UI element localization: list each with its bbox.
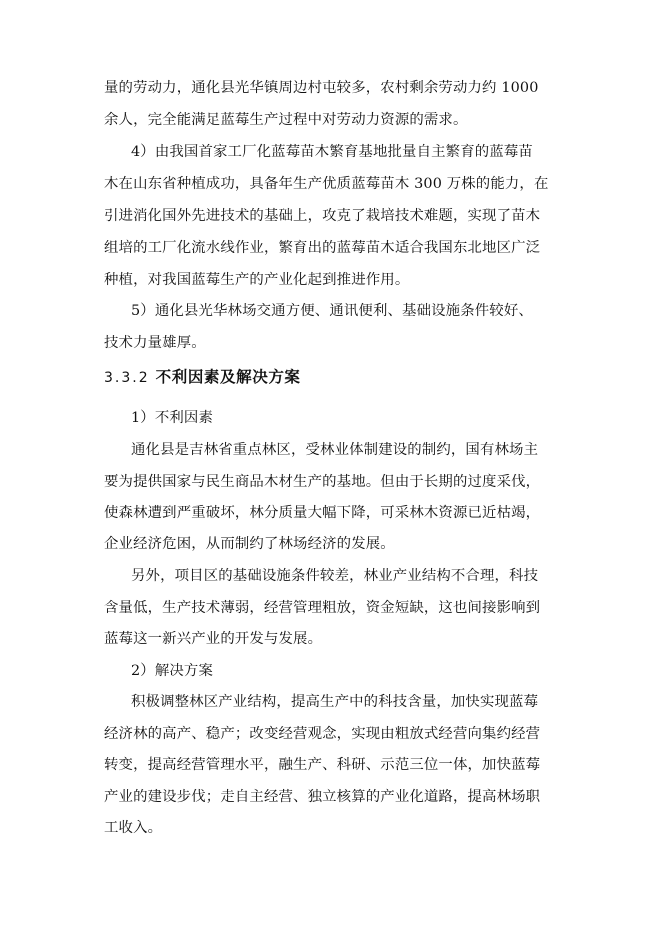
section-number: 3.3.2 [104, 370, 150, 386]
paragraph-line: 另外，项目区的基础设施条件较差，林业产业结构不合理，科技 [131, 568, 539, 584]
paragraph-line: 使森林遭到严重破坏，林分质量大幅下降，可采林木资源已近枯竭， [104, 505, 541, 521]
paragraph-line: 木在山东省种植成功，具备年生产优质蓝莓苗木 300 万株的能力，在 [104, 176, 549, 192]
paragraph-line: 蓝莓这一新兴产业的开发与发展。 [104, 631, 323, 647]
paragraph-line: 5）通化县光华林场交通方便、通讯便利、基础设施条件较好、 [131, 303, 533, 319]
paragraph-line: 引进消化国外先进技术的基础上，攻克了栽培技术难题，实现了苗木 [104, 208, 541, 224]
paragraph-line: 通化县是吉林省重点林区，受林业体制建设的制约，国有林场主 [131, 442, 539, 458]
subheading: 2）解决方案 [131, 663, 214, 679]
paragraph-line: 组培的工厂化流水线作业，繁育出的蓝莓苗木适合我国东北地区广泛 [104, 240, 541, 256]
paragraph-line: 工收入。 [104, 820, 163, 836]
paragraph-line: 量的劳动力，通化县光华镇周边村屯较多，农村剩余劳动力约 1000 [104, 80, 539, 96]
paragraph-line: 种植，对我国蓝莓生产的产业化起到推进作用。 [104, 272, 410, 288]
paragraph-line: 产业的建设步伐；走自主经营、独立核算的产业化道路，提高林场职 [104, 789, 541, 805]
paragraph-line: 技术力量雄厚。 [104, 335, 206, 351]
subheading: 1）不利因素 [131, 410, 214, 426]
paragraph-line: 经济林的高产、稳产；改变经营观念，实现由粗放式经营向集约经营 [104, 726, 541, 742]
paragraph-line: 企业经济危困，从而制约了林场经济的发展。 [104, 536, 395, 552]
paragraph-line: 积极调整林区产业结构，提高生产中的科技含量，加快实现蓝莓 [131, 694, 539, 710]
paragraph-line: 4）由我国首家工厂化蓝莓苗木繁育基地批量自主繁育的蓝莓苗 [131, 144, 533, 160]
paragraph-line: 含量低，生产技术薄弱，经营管理粗放，资金短缺，这也间接影响到 [104, 600, 541, 616]
paragraph-line: 要为提供国家与民生商品木材生产的基地。但由于长期的过度采伐， [104, 474, 541, 490]
paragraph-line: 转变，提高经营管理水平，融生产、科研、示范三位一体，加快蓝莓 [104, 757, 541, 773]
section-title: 不利因素及解决方案 [155, 368, 301, 386]
paragraph-line: 余人，完全能满足蓝莓生产过程中对劳动力资源的需求。 [104, 112, 468, 128]
section-heading [104, 365, 301, 389]
